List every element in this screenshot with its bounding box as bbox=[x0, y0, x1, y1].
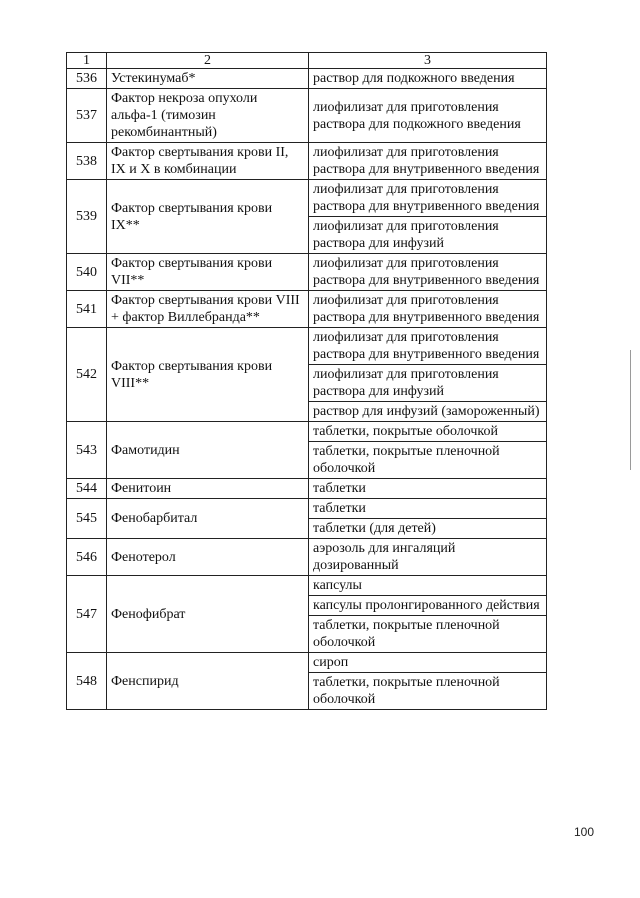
document-page bbox=[66, 52, 547, 710]
table-row bbox=[67, 479, 547, 499]
row-number: 537 bbox=[67, 89, 107, 143]
row-number: 544 bbox=[67, 479, 107, 499]
dosage-form: лиофилизат для приготовления раствора для внутривенного введения bbox=[309, 291, 547, 328]
drug-name: Фенитоин bbox=[107, 479, 309, 499]
dosage-form: таблетки, покрытые пленочной оболочкой bbox=[309, 673, 547, 710]
table-row bbox=[67, 254, 547, 291]
column-header-name: 2 bbox=[107, 53, 309, 69]
row-number: 542 bbox=[67, 328, 107, 422]
drug-name: Фенобарбитал bbox=[107, 499, 309, 539]
dosage-form: лиофилизат для приготовления раствора для инфузий bbox=[309, 217, 547, 254]
dosage-form: таблетки (для детей) bbox=[309, 519, 547, 539]
table-body bbox=[67, 53, 547, 710]
drug-name: Фактор свертывания крови VII** bbox=[107, 254, 309, 291]
row-number: 545 bbox=[67, 499, 107, 539]
dosage-form: капсулы пролонгированного действия bbox=[309, 596, 547, 616]
table-row bbox=[67, 328, 547, 365]
dosage-form: раствор для подкожного введения bbox=[309, 69, 547, 89]
table-row bbox=[67, 499, 547, 519]
dosage-form: лиофилизат для приготовления раствора для инфузий bbox=[309, 365, 547, 402]
table-row bbox=[67, 69, 547, 89]
page-number: 100 bbox=[574, 825, 595, 839]
dosage-form: таблетки bbox=[309, 479, 547, 499]
row-number: 547 bbox=[67, 576, 107, 653]
dosage-form: лиофилизат для приготовления раствора для внутривенного введения bbox=[309, 254, 547, 291]
dosage-form: капсулы bbox=[309, 576, 547, 596]
table-row bbox=[67, 89, 547, 143]
drug-name: Фактор свертывания крови IX** bbox=[107, 180, 309, 254]
table-row bbox=[67, 291, 547, 328]
dosage-form: таблетки, покрытые пленочной оболочкой bbox=[309, 616, 547, 653]
column-header-form: 3 bbox=[309, 53, 547, 69]
table-row bbox=[67, 653, 547, 673]
row-number: 538 bbox=[67, 143, 107, 180]
drug-name: Фактор свертывания крови II, IX и X в комбинации bbox=[107, 143, 309, 180]
row-number: 546 bbox=[67, 539, 107, 576]
table-row bbox=[67, 180, 547, 217]
row-number: 548 bbox=[67, 653, 107, 710]
table-row bbox=[67, 143, 547, 180]
dosage-form: раствор для инфузий (замороженный) bbox=[309, 402, 547, 422]
table-row bbox=[67, 539, 547, 576]
dosage-form: аэрозоль для ингаляций дозированный bbox=[309, 539, 547, 576]
drug-forms-table bbox=[66, 52, 547, 710]
dosage-form: таблетки, покрытые пленочной оболочкой bbox=[309, 442, 547, 479]
dosage-form: лиофилизат для приготовления раствора для внутривенного введения bbox=[309, 180, 547, 217]
drug-name: Фактор свертывания крови VIII + фактор Виллебранда** bbox=[107, 291, 309, 328]
table-header-row bbox=[67, 53, 547, 69]
row-number: 540 bbox=[67, 254, 107, 291]
dosage-form: лиофилизат для приготовления раствора для внутривенного введения bbox=[309, 143, 547, 180]
row-number: 536 bbox=[67, 69, 107, 89]
dosage-form: сироп bbox=[309, 653, 547, 673]
drug-name: Фенофибрат bbox=[107, 576, 309, 653]
dosage-form: лиофилизат для приготовления раствора для внутривенного введения bbox=[309, 328, 547, 365]
dosage-form: таблетки, покрытые оболочкой bbox=[309, 422, 547, 442]
drug-name: Устекинумаб* bbox=[107, 69, 309, 89]
drug-name: Фактор некроза опухоли альфа-1 (тимозин рекомбинантный) bbox=[107, 89, 309, 143]
drug-name: Фактор свертывания крови VIII** bbox=[107, 328, 309, 422]
drug-name: Фенспирид bbox=[107, 653, 309, 710]
dosage-form: лиофилизат для приготовления раствора для подкожного введения bbox=[309, 89, 547, 143]
column-header-number: 1 bbox=[67, 53, 107, 69]
row-number: 539 bbox=[67, 180, 107, 254]
dosage-form: таблетки bbox=[309, 499, 547, 519]
table-row bbox=[67, 576, 547, 596]
drug-name: Фенотерол bbox=[107, 539, 309, 576]
table-row bbox=[67, 422, 547, 442]
row-number: 541 bbox=[67, 291, 107, 328]
scan-edge-mark bbox=[630, 350, 631, 470]
drug-name: Фамотидин bbox=[107, 422, 309, 479]
row-number: 543 bbox=[67, 422, 107, 479]
